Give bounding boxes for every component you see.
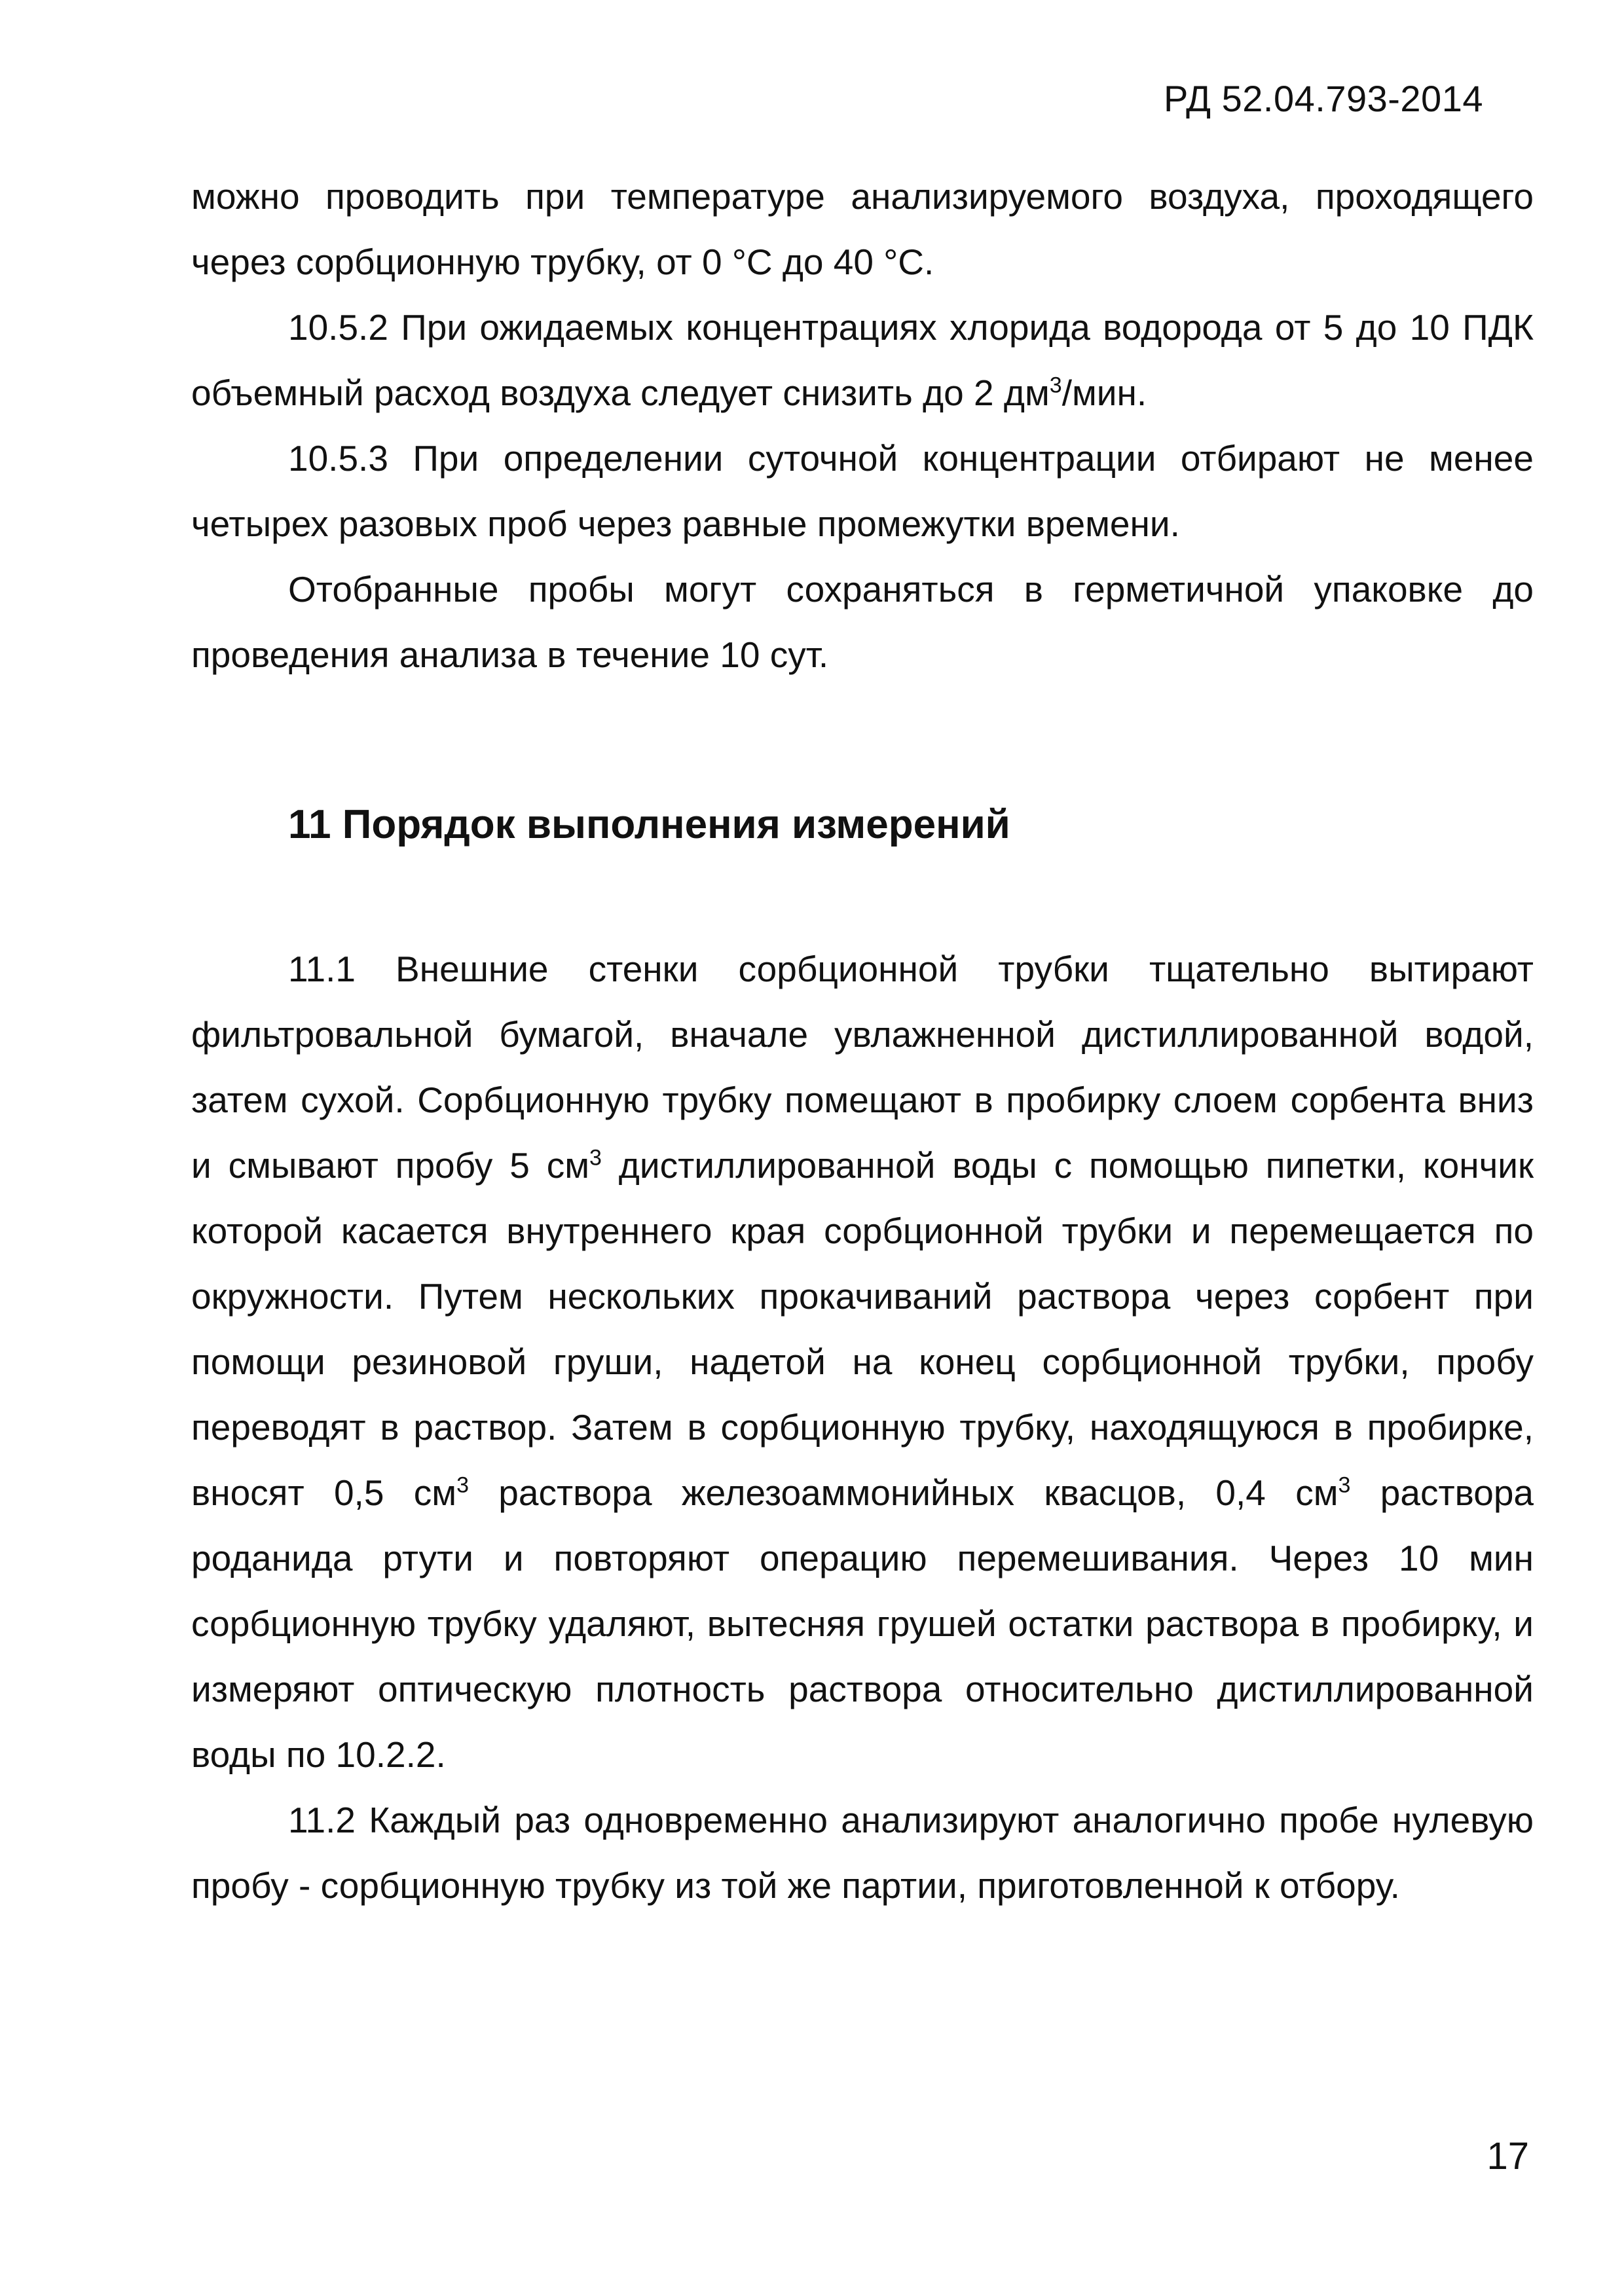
- superscript: 3: [1049, 373, 1062, 398]
- page-content: [191, 164, 1534, 1918]
- paragraph-text: 11.1 Внешние стенки сорбционной трубки тщательно вытирают фильтровальной бумагой, вначале увлажненной дистиллированной водой, затем сухой. Сорбционную трубку помещают в пробирку слоем сорбента вниз и смывают пробу 5 см: [191, 949, 1534, 1186]
- paragraph-text: 10.5.2 При ожидаемых концентрациях хлорида водорода от 5 до 10 ПДК объемный расход воздуха следует снизить до 2 дм: [191, 307, 1534, 413]
- paragraph-text: /мин.: [1061, 373, 1147, 413]
- page-number: 17: [1486, 2135, 1529, 2178]
- document-code: РД 52.04.793-2014: [1164, 78, 1483, 119]
- superscript: 3: [456, 1472, 469, 1498]
- superscript: 3: [589, 1145, 602, 1171]
- superscript: 3: [1338, 1472, 1351, 1498]
- paragraph-text: раствора железоаммонийных квасцов, 0,4 см: [468, 1472, 1338, 1513]
- paragraph-storage: Отобранные пробы могут сохраняться в герметичной упаковке до проведения анализа в течение 10 сут.: [191, 569, 1534, 675]
- paragraph-10-5-2: [191, 295, 1534, 426]
- paragraph-10-5-3: 10.5.3 При определении суточной концентрации отбирают не менее четырех разовых проб через равные промежутки времени.: [191, 438, 1534, 544]
- paragraph-text: раствора роданида ртути и повторяют операцию перемешивания. Через 10 мин сорбционную трубку удаляют, вытесняя грушей остатки раствора в пробирку, и измеряют оптическую плотность раствора относительно дистиллированной воды по 10.2.2.: [191, 1472, 1534, 1775]
- paragraph-11-1: [191, 936, 1534, 1787]
- paragraph-continuation: можно проводить при температуре анализируемого воздуха, проходящего через сорбционную трубку, от 0 °С до 40 °С.: [191, 176, 1534, 282]
- paragraph-11-2: 11.2 Каждый раз одновременно анализируют аналогично пробе нулевую пробу - сорбционную трубку из той же партии, приготовленной к отбору.: [191, 1800, 1534, 1906]
- paragraph-text: дистиллированной воды с помощью пипетки, кончик которой касается внутреннего края сорбционной трубки и перемещается по окружности. Путем нескольких прокачиваний раствора через сорбент при помощи резиновой груши, надетой на конец сорбционной трубки, пробу переводят в раствор. Затем в сорбционную трубку, находящуюся в пробирке, вносят 0,5 см: [191, 1145, 1534, 1513]
- section-heading: 11 Порядок выполнения измерений: [288, 802, 1010, 847]
